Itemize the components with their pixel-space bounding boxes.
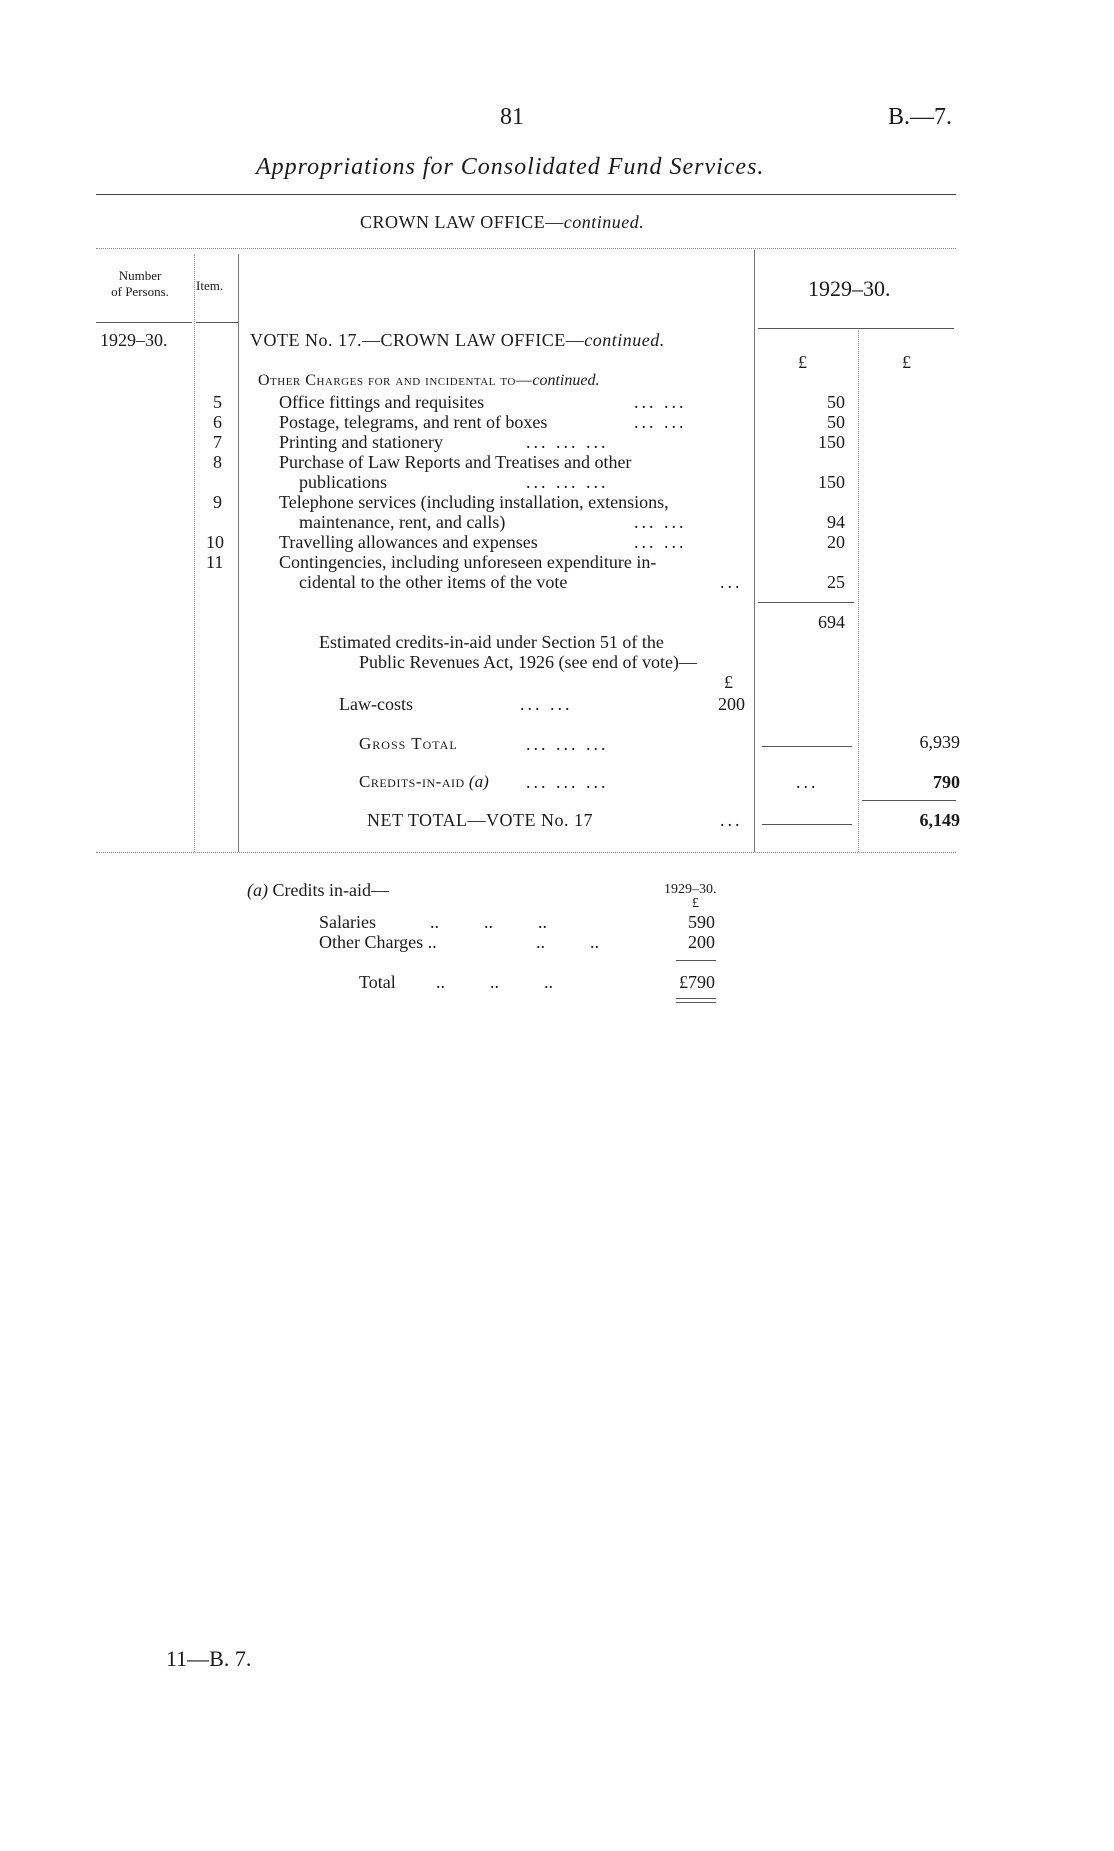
page-title: Appropriations for Consolidated Fund Services. (256, 154, 765, 180)
footnote-row-dots: .. .. (536, 932, 599, 952)
item-description: Printing and stationery (279, 432, 443, 452)
subtotal-amount: 694 (818, 612, 845, 632)
credits-in-aid-row (359, 772, 489, 792)
footnote-row-dots: .. .. .. (430, 912, 547, 932)
net-total-dash (762, 824, 852, 825)
pound-sign-col-b: £ (902, 352, 911, 372)
law-costs-dots: ... ... (520, 694, 573, 714)
item-dots: ... ... (634, 412, 687, 432)
item-description: Postage, telegrams, and rent of boxes (279, 412, 548, 432)
rule-description-right (754, 250, 755, 852)
credits-note-pound: £ (724, 672, 733, 692)
gross-total-dots: ... ... ... (526, 734, 609, 754)
footnote-sum-rule (676, 960, 716, 961)
item-dots: ... ... (634, 532, 687, 552)
footnote-heading-text: Credits in-aid— (272, 880, 389, 900)
item-description: Purchase of Law Reports and Treatises and other (279, 452, 632, 472)
year-header-rule (758, 328, 954, 329)
footnote-row-label: Other Charges .. (319, 932, 437, 952)
vote-title (250, 330, 665, 351)
persons-header-rule (96, 322, 192, 323)
section-title (360, 212, 644, 233)
pound-sign-col-a: £ (798, 352, 807, 372)
net-total-label: NET TOTAL—VOTE No. 17 (367, 810, 594, 830)
vote-title-continued: continued. (584, 330, 665, 350)
section-heading-main: Other Charges for and incidental to— (258, 372, 533, 389)
item-dots: ... ... ... (526, 432, 609, 452)
footnote-year: 1929–30. (664, 882, 717, 897)
item-header-rule (196, 322, 238, 323)
footnote-double-rule-1 (676, 998, 716, 999)
section-title-main: CROWN LAW OFFICE— (360, 212, 564, 232)
item-number: 8 (213, 452, 222, 472)
header-year: 1929–30. (808, 276, 891, 301)
net-total-amount: 6,149 (919, 810, 960, 830)
item-amount: 150 (818, 472, 845, 492)
credits-in-aid-amount: 790 (933, 772, 960, 792)
footnote-row-amount: 200 (688, 932, 715, 952)
item-description: Contingencies, including unforeseen expenditure in- (279, 552, 657, 572)
credits-in-aid-label: Credits-in-aid (359, 772, 465, 791)
footnote-total-dots: .. .. .. (436, 972, 553, 992)
footer-signature: 11—B. 7. (166, 1646, 252, 1671)
item-dots: ... ... (634, 512, 687, 532)
item-dots: ... ... ... (526, 472, 609, 492)
header-number-persons (100, 268, 180, 300)
footnote-pound: £ (692, 896, 699, 911)
law-costs-amount: 200 (718, 694, 745, 714)
header-number-line1: Number (118, 268, 162, 283)
item-description-continued: publications (299, 472, 387, 492)
footnote-double-rule-2 (676, 1002, 716, 1003)
gross-total-dash (762, 746, 852, 747)
document-reference: B.—7. (888, 104, 953, 130)
page-number: 81 (500, 104, 524, 130)
footnote-total-amount: £790 (679, 972, 715, 992)
item-number: 11 (206, 552, 224, 572)
section-heading (258, 372, 599, 390)
table-top-rule (96, 248, 956, 249)
item-number: 6 (213, 412, 222, 432)
gross-total-amount: 6,939 (919, 732, 960, 752)
item-number: 10 (206, 532, 224, 552)
item-description: Office fittings and requisites (279, 392, 485, 412)
title-rule (96, 194, 956, 195)
credits-underline (862, 800, 956, 801)
item-description: Travelling allowances and expenses (279, 532, 538, 552)
vote-title-main: VOTE No. 17.—CROWN LAW OFFICE— (250, 330, 585, 350)
item-number: 5 (213, 392, 222, 412)
item-amount: 50 (827, 412, 845, 432)
item-dots: ... (720, 572, 743, 592)
footnote-heading (247, 880, 389, 901)
credits-in-aid-ref: (a) (468, 772, 489, 791)
item-description-continued: maintenance, rent, and calls) (299, 512, 506, 532)
section-heading-continued: continued. (532, 372, 600, 389)
item-amount: 150 (818, 432, 845, 452)
item-dots: ... ... (634, 392, 687, 412)
rule-item-right (238, 254, 239, 852)
footnote-row-amount: 590 (688, 912, 715, 932)
item-number: 7 (213, 432, 222, 452)
credits-note-line2: Public Revenues Act, 1926 (see end of vote)— (359, 652, 697, 672)
item-amount: 94 (827, 512, 845, 532)
footnote-total-label: Total (359, 972, 396, 992)
item-amount: 50 (827, 392, 845, 412)
footnote-ref: (a) (247, 880, 268, 900)
item-amount: 25 (827, 572, 845, 592)
rule-amount-divider (858, 330, 859, 852)
item-number: 9 (213, 492, 222, 512)
law-costs-label: Law-costs (339, 694, 413, 714)
subtotal-rule (758, 602, 854, 603)
net-total-dots: ... (720, 810, 743, 830)
item-description: Telephone services (including installation, extensions, (279, 492, 669, 512)
item-amount: 20 (827, 532, 845, 552)
persons-year: 1929–30. (100, 330, 168, 350)
credits-note-line1: Estimated credits-in-aid under Section 51 of the (319, 632, 664, 652)
footnote-row-label: Salaries (319, 912, 376, 932)
credits-in-aid-mid-dots: ... (796, 772, 819, 792)
section-title-continued: continued. (563, 212, 645, 232)
header-item: Item. (196, 278, 224, 293)
gross-total-label: Gross Total (359, 734, 458, 753)
credits-in-aid-dots: ... ... ... (526, 772, 609, 792)
table-bottom-rule (96, 852, 956, 853)
rule-persons-right (194, 254, 195, 852)
item-description-continued: cidental to the other items of the vote (299, 572, 568, 592)
header-number-line2: of Persons. (111, 284, 169, 299)
